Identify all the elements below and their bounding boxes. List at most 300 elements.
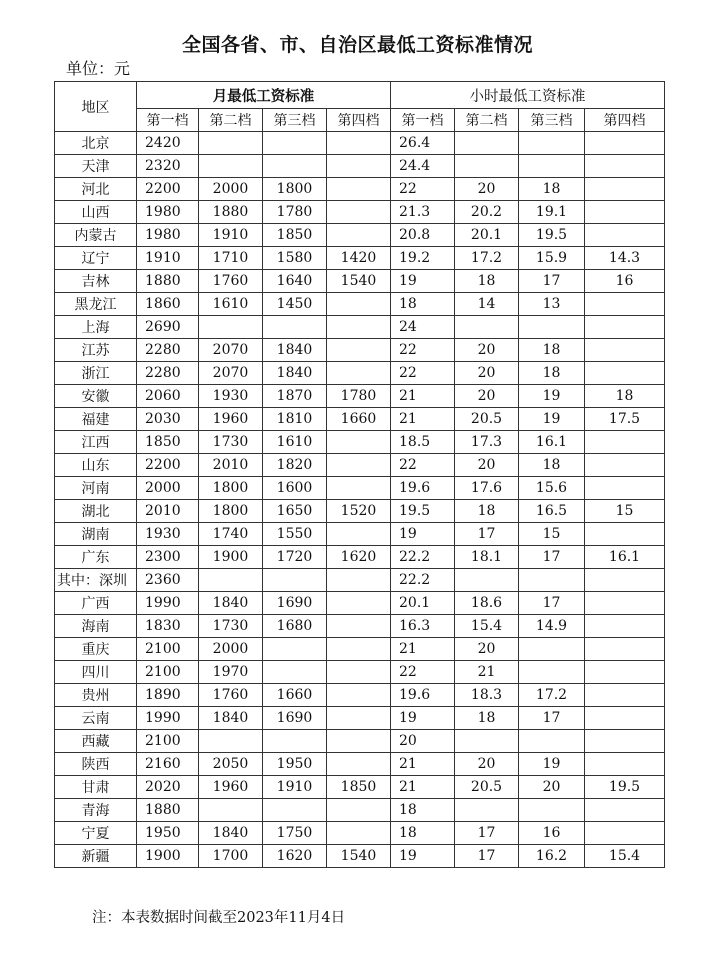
monthly-tier-3-cell: 1800 [263,178,327,201]
hourly-tier-2-cell: 18 [455,707,519,730]
monthly-tier-4-cell: 1420 [327,247,391,270]
hourly-tier-2-cell: 17 [455,822,519,845]
page-title: 全国各省、市、自治区最低工资标准情况 [181,34,533,56]
table-row [55,753,665,776]
hourly-tier-1-cell: 19 [391,523,455,546]
monthly-tier-1-cell: 2320 [137,155,199,178]
table-row [55,477,665,500]
hourly-tier-3-cell [519,569,585,592]
hourly-tier-3-cell: 16.2 [519,845,585,868]
hourly-tier-2-cell: 20 [455,362,519,385]
monthly-tier-1-cell: 2360 [137,569,199,592]
hourly-tier-1-cell: 19.5 [391,500,455,523]
hourly-tier-2-cell: 20 [455,753,519,776]
region-cell: 四川 [55,661,137,684]
hourly-tier-2-cell [455,799,519,822]
table-row [55,408,665,431]
region-cell: 其中：深圳 [55,569,137,592]
hourly-tier-3-cell [519,661,585,684]
hourly-tier-1-cell: 21.3 [391,201,455,224]
hourly-tier-1-cell: 22 [391,339,455,362]
hourly-tier-2-cell: 18 [455,500,519,523]
table-row [55,638,665,661]
hourly-tier-1-cell: 19.6 [391,477,455,500]
monthly-tier-1-cell: 1890 [137,684,199,707]
table-row [55,615,665,638]
monthly-tier-1-cell: 2690 [137,316,199,339]
table-row [55,224,665,247]
hourly-tier-4-cell [585,316,665,339]
hourly-tier-1-cell: 18.5 [391,431,455,454]
monthly-tier-1-cell: 1850 [137,431,199,454]
hourly-tier-2-cell [455,316,519,339]
monthly-tier-4-cell [327,638,391,661]
monthly-tier-2-cell: 1930 [199,385,263,408]
hourly-tier-4-cell [585,753,665,776]
hourly-tier-2-cell: 17.2 [455,247,519,270]
hourly-tier-3-cell: 15 [519,523,585,546]
monthly-tier-2-cell: 1840 [199,822,263,845]
monthly-tier-3-cell: 1660 [263,684,327,707]
hourly-tier-4-cell [585,615,665,638]
monthly-tier-2-cell: 1970 [199,661,263,684]
monthly-tier-3-cell: 1580 [263,247,327,270]
hourly-tier-2-cell: 20 [455,638,519,661]
hourly-tier-4-cell [585,799,665,822]
monthly-tier-2-cell: 1840 [199,592,263,615]
region-cell: 宁夏 [55,822,137,845]
hourly-tier-2-cell: 18.6 [455,592,519,615]
region-cell: 云南 [55,707,137,730]
hourly-tier-4-cell [585,454,665,477]
monthly-tier-4-cell [327,661,391,684]
table-row [55,454,665,477]
hourly-tier-3-cell: 18 [519,178,585,201]
monthly-tier-1-cell: 2010 [137,500,199,523]
hourly-tier-2-cell: 20 [455,385,519,408]
monthly-tier-1-cell: 1880 [137,270,199,293]
monthly-tier-1-cell: 1860 [137,293,199,316]
table-row [55,500,665,523]
region-cell: 辽宁 [55,247,137,270]
monthly-tier-4-cell [327,569,391,592]
monthly-tier-3-cell: 1950 [263,753,327,776]
monthly-tier-3-cell: 1450 [263,293,327,316]
monthly-tier-4-cell: 1780 [327,385,391,408]
region-cell: 甘肃 [55,776,137,799]
hourly-tier-4-cell [585,362,665,385]
hourly-tier-2-cell: 20.5 [455,408,519,431]
hourly-tier-4-cell: 15 [585,500,665,523]
hourly-tier-1-cell: 19.6 [391,684,455,707]
monthly-tier-3-cell: 1690 [263,592,327,615]
region-cell: 湖南 [55,523,137,546]
monthly-tier-1-header: 第一档 [137,109,199,132]
hourly-tier-4-cell [585,523,665,546]
hourly-tier-2-cell: 15.4 [455,615,519,638]
hourly-tier-3-cell: 13 [519,293,585,316]
monthly-tier-2-cell: 1730 [199,615,263,638]
hourly-tier-3-cell: 15.6 [519,477,585,500]
monthly-tier-2-cell [199,316,263,339]
monthly-tier-2-cell: 1910 [199,224,263,247]
hourly-tier-3-cell: 20 [519,776,585,799]
hourly-tier-1-cell: 19 [391,707,455,730]
hourly-tier-3-cell: 19 [519,385,585,408]
monthly-tier-4-cell [327,753,391,776]
hourly-tier-2-cell: 18 [455,270,519,293]
hourly-tier-3-cell: 16 [519,822,585,845]
monthly-tier-2-cell: 2050 [199,753,263,776]
region-cell: 山东 [55,454,137,477]
monthly-tier-2-cell: 1710 [199,247,263,270]
region-cell: 浙江 [55,362,137,385]
monthly-tier-1-cell: 2280 [137,339,199,362]
hourly-tier-3-cell [519,316,585,339]
region-header: 地区 [55,82,137,132]
hourly-tier-3-cell: 17 [519,270,585,293]
region-cell: 黑龙江 [55,293,137,316]
hourly-tier-2-cell: 18.1 [455,546,519,569]
region-cell: 江西 [55,431,137,454]
monthly-tier-3-cell: 1600 [263,477,327,500]
hourly-tier-3-cell: 17 [519,546,585,569]
monthly-tier-1-cell: 2100 [137,638,199,661]
monthly-tier-2-header: 第二档 [199,109,263,132]
monthly-tier-4-cell [327,132,391,155]
hourly-tier-2-cell [455,132,519,155]
monthly-tier-2-cell [199,132,263,155]
table-row [55,431,665,454]
region-cell: 内蒙古 [55,224,137,247]
hourly-tier-1-cell: 19 [391,845,455,868]
table-row [55,178,665,201]
table-row [55,247,665,270]
region-cell: 广东 [55,546,137,569]
hourly-tier-2-cell: 20.5 [455,776,519,799]
monthly-tier-4-cell [327,707,391,730]
monthly-tier-3-cell: 1910 [263,776,327,799]
monthly-tier-3-cell: 1780 [263,201,327,224]
hourly-tier-3-cell: 18 [519,362,585,385]
monthly-standard-header: 月最低工资标准 [137,82,391,109]
region-cell: 北京 [55,132,137,155]
hourly-tier-2-cell [455,730,519,753]
monthly-tier-3-cell [263,661,327,684]
hourly-tier-4-cell [585,592,665,615]
hourly-tier-1-cell: 20.1 [391,592,455,615]
table-row [55,776,665,799]
monthly-tier-1-cell: 2200 [137,178,199,201]
hourly-tier-4-cell [585,339,665,362]
monthly-tier-1-cell: 1980 [137,201,199,224]
monthly-tier-2-cell: 1960 [199,776,263,799]
monthly-tier-1-cell: 2020 [137,776,199,799]
monthly-tier-3-cell: 1870 [263,385,327,408]
monthly-tier-1-cell: 1880 [137,799,199,822]
hourly-tier-4-cell [585,155,665,178]
hourly-tier-2-cell: 18.3 [455,684,519,707]
monthly-tier-3-cell: 1850 [263,224,327,247]
table-row [55,592,665,615]
hourly-tier-1-cell: 22.2 [391,546,455,569]
monthly-tier-2-cell: 2010 [199,454,263,477]
monthly-tier-3-cell [263,132,327,155]
monthly-tier-4-cell [327,201,391,224]
monthly-tier-2-cell: 1840 [199,707,263,730]
monthly-tier-1-cell: 2000 [137,477,199,500]
hourly-tier-2-cell: 14 [455,293,519,316]
hourly-tier-4-cell [585,661,665,684]
monthly-tier-1-cell: 2030 [137,408,199,431]
hourly-tier-3-cell: 15.9 [519,247,585,270]
monthly-tier-4-header: 第四档 [327,109,391,132]
monthly-tier-1-cell: 1990 [137,592,199,615]
monthly-tier-1-cell: 1950 [137,822,199,845]
table-row [55,201,665,224]
table-row [55,569,665,592]
monthly-tier-2-cell: 1730 [199,431,263,454]
hourly-tier-4-cell: 16.1 [585,546,665,569]
monthly-tier-2-cell: 1800 [199,477,263,500]
monthly-tier-4-cell: 1620 [327,546,391,569]
hourly-tier-3-cell: 18 [519,454,585,477]
monthly-tier-2-cell [199,155,263,178]
monthly-tier-3-cell: 1750 [263,822,327,845]
region-cell: 吉林 [55,270,137,293]
monthly-tier-3-cell [263,155,327,178]
monthly-tier-3-cell [263,638,327,661]
monthly-tier-3-cell: 1610 [263,431,327,454]
monthly-tier-1-cell: 1830 [137,615,199,638]
monthly-tier-1-cell: 1980 [137,224,199,247]
hourly-tier-1-header: 第一档 [391,109,455,132]
monthly-tier-4-cell: 1520 [327,500,391,523]
monthly-tier-3-cell: 1840 [263,339,327,362]
hourly-tier-4-cell: 19.5 [585,776,665,799]
monthly-tier-3-cell [263,730,327,753]
region-cell: 福建 [55,408,137,431]
region-cell: 西藏 [55,730,137,753]
hourly-tier-2-cell: 20 [455,339,519,362]
monthly-tier-2-cell [199,799,263,822]
hourly-tier-1-cell: 22 [391,454,455,477]
table-row [55,362,665,385]
hourly-tier-2-cell: 20 [455,178,519,201]
table-row [55,546,665,569]
hourly-tier-3-cell: 17 [519,707,585,730]
hourly-tier-4-cell: 17.5 [585,408,665,431]
region-cell: 青海 [55,799,137,822]
monthly-tier-2-cell: 1760 [199,270,263,293]
monthly-tier-1-cell: 1900 [137,845,199,868]
hourly-tier-2-cell: 17.6 [455,477,519,500]
monthly-tier-1-cell: 1910 [137,247,199,270]
monthly-tier-4-cell [327,316,391,339]
monthly-tier-4-cell [327,178,391,201]
monthly-tier-1-cell: 2160 [137,753,199,776]
hourly-tier-2-cell: 20 [455,454,519,477]
region-cell: 山西 [55,201,137,224]
hourly-tier-3-cell [519,638,585,661]
monthly-tier-3-cell: 1550 [263,523,327,546]
monthly-tier-4-cell [327,362,391,385]
table-row [55,822,665,845]
table-row [55,684,665,707]
hourly-tier-1-cell: 22.2 [391,569,455,592]
monthly-tier-1-cell: 1930 [137,523,199,546]
monthly-tier-3-header: 第三档 [263,109,327,132]
monthly-tier-2-cell: 1900 [199,546,263,569]
monthly-tier-4-cell [327,454,391,477]
hourly-tier-1-cell: 18 [391,293,455,316]
monthly-tier-4-cell: 1660 [327,408,391,431]
monthly-tier-4-cell [327,684,391,707]
monthly-tier-2-cell: 2000 [199,638,263,661]
hourly-tier-1-cell: 16.3 [391,615,455,638]
monthly-tier-3-cell: 1820 [263,454,327,477]
monthly-tier-3-cell [263,316,327,339]
hourly-tier-4-cell [585,730,665,753]
region-cell: 安徽 [55,385,137,408]
monthly-tier-1-cell: 2420 [137,132,199,155]
monthly-tier-2-cell: 2000 [199,178,263,201]
monthly-tier-3-cell: 1840 [263,362,327,385]
hourly-tier-4-cell [585,638,665,661]
table-row [55,155,665,178]
monthly-tier-4-cell [327,224,391,247]
hourly-tier-4-cell [585,178,665,201]
hourly-tier-1-cell: 21 [391,776,455,799]
table-row [55,316,665,339]
hourly-tier-2-cell: 17.3 [455,431,519,454]
table-row [55,339,665,362]
monthly-tier-2-cell: 1760 [199,684,263,707]
region-cell: 天津 [55,155,137,178]
hourly-tier-4-cell: 15.4 [585,845,665,868]
hourly-tier-3-cell: 14.9 [519,615,585,638]
monthly-tier-4-cell [327,293,391,316]
table-row [55,661,665,684]
footnote: 注：本表数据时间截至2023年11月4日 [92,910,346,926]
table-row [55,270,665,293]
region-cell: 贵州 [55,684,137,707]
monthly-tier-1-cell: 2300 [137,546,199,569]
hourly-tier-1-cell: 21 [391,385,455,408]
hourly-tier-1-cell: 21 [391,638,455,661]
monthly-tier-4-cell [327,477,391,500]
hourly-tier-4-cell [585,684,665,707]
region-cell: 湖北 [55,500,137,523]
hourly-tier-3-cell: 16.1 [519,431,585,454]
monthly-tier-4-cell [327,431,391,454]
hourly-tier-3-cell: 17.2 [519,684,585,707]
table-row [55,132,665,155]
monthly-tier-3-cell: 1620 [263,845,327,868]
monthly-tier-2-cell: 2070 [199,339,263,362]
monthly-tier-1-cell: 2200 [137,454,199,477]
region-cell: 新疆 [55,845,137,868]
hourly-tier-2-header: 第二档 [455,109,519,132]
monthly-tier-4-cell [327,523,391,546]
monthly-tier-1-cell: 2060 [137,385,199,408]
hourly-tier-3-header: 第三档 [519,109,585,132]
hourly-tier-2-cell: 17 [455,845,519,868]
table-row [55,293,665,316]
monthly-tier-2-cell: 1880 [199,201,263,224]
table-row [55,707,665,730]
hourly-tier-3-cell [519,132,585,155]
minimum-wage-table [54,81,665,868]
monthly-tier-3-cell: 1810 [263,408,327,431]
hourly-tier-4-cell: 18 [585,385,665,408]
monthly-tier-4-cell [327,592,391,615]
hourly-tier-3-cell [519,799,585,822]
table-row [55,799,665,822]
region-cell: 江苏 [55,339,137,362]
monthly-tier-4-cell: 1850 [327,776,391,799]
hourly-tier-1-cell: 18 [391,799,455,822]
monthly-tier-2-cell: 1700 [199,845,263,868]
monthly-tier-4-cell [327,615,391,638]
hourly-tier-4-cell [585,477,665,500]
monthly-tier-3-cell: 1640 [263,270,327,293]
monthly-tier-2-cell: 1960 [199,408,263,431]
hourly-tier-3-cell [519,155,585,178]
region-cell: 上海 [55,316,137,339]
hourly-tier-4-cell [585,569,665,592]
monthly-tier-2-cell: 2070 [199,362,263,385]
hourly-tier-2-cell [455,569,519,592]
monthly-tier-4-cell [327,730,391,753]
hourly-tier-3-cell: 16.5 [519,500,585,523]
hourly-tier-4-cell [585,707,665,730]
monthly-tier-4-cell [327,799,391,822]
region-cell: 河北 [55,178,137,201]
table-body [55,132,665,868]
monthly-tier-1-cell: 1990 [137,707,199,730]
hourly-tier-1-cell: 22 [391,661,455,684]
hourly-tier-3-cell: 17 [519,592,585,615]
hourly-tier-1-cell: 22 [391,178,455,201]
hourly-tier-4-cell [585,431,665,454]
monthly-tier-4-cell: 1540 [327,270,391,293]
table-row [55,730,665,753]
table-row [55,523,665,546]
monthly-tier-4-cell: 1540 [327,845,391,868]
monthly-tier-3-cell: 1720 [263,546,327,569]
unit-label: 单位：元 [66,59,131,78]
hourly-tier-4-cell [585,201,665,224]
hourly-tier-1-cell: 22 [391,362,455,385]
hourly-tier-4-header: 第四档 [585,109,665,132]
hourly-tier-1-cell: 24.4 [391,155,455,178]
hourly-tier-1-cell: 19 [391,270,455,293]
region-cell: 重庆 [55,638,137,661]
hourly-tier-1-cell: 19.2 [391,247,455,270]
hourly-tier-1-cell: 20 [391,730,455,753]
monthly-tier-3-cell [263,799,327,822]
hourly-tier-2-cell: 17 [455,523,519,546]
monthly-tier-1-cell: 2100 [137,730,199,753]
hourly-tier-3-cell: 19.5 [519,224,585,247]
hourly-tier-4-cell: 16 [585,270,665,293]
monthly-tier-3-cell [263,569,327,592]
monthly-tier-1-cell: 2100 [137,661,199,684]
hourly-tier-3-cell: 19 [519,408,585,431]
hourly-tier-4-cell [585,822,665,845]
region-cell: 广西 [55,592,137,615]
